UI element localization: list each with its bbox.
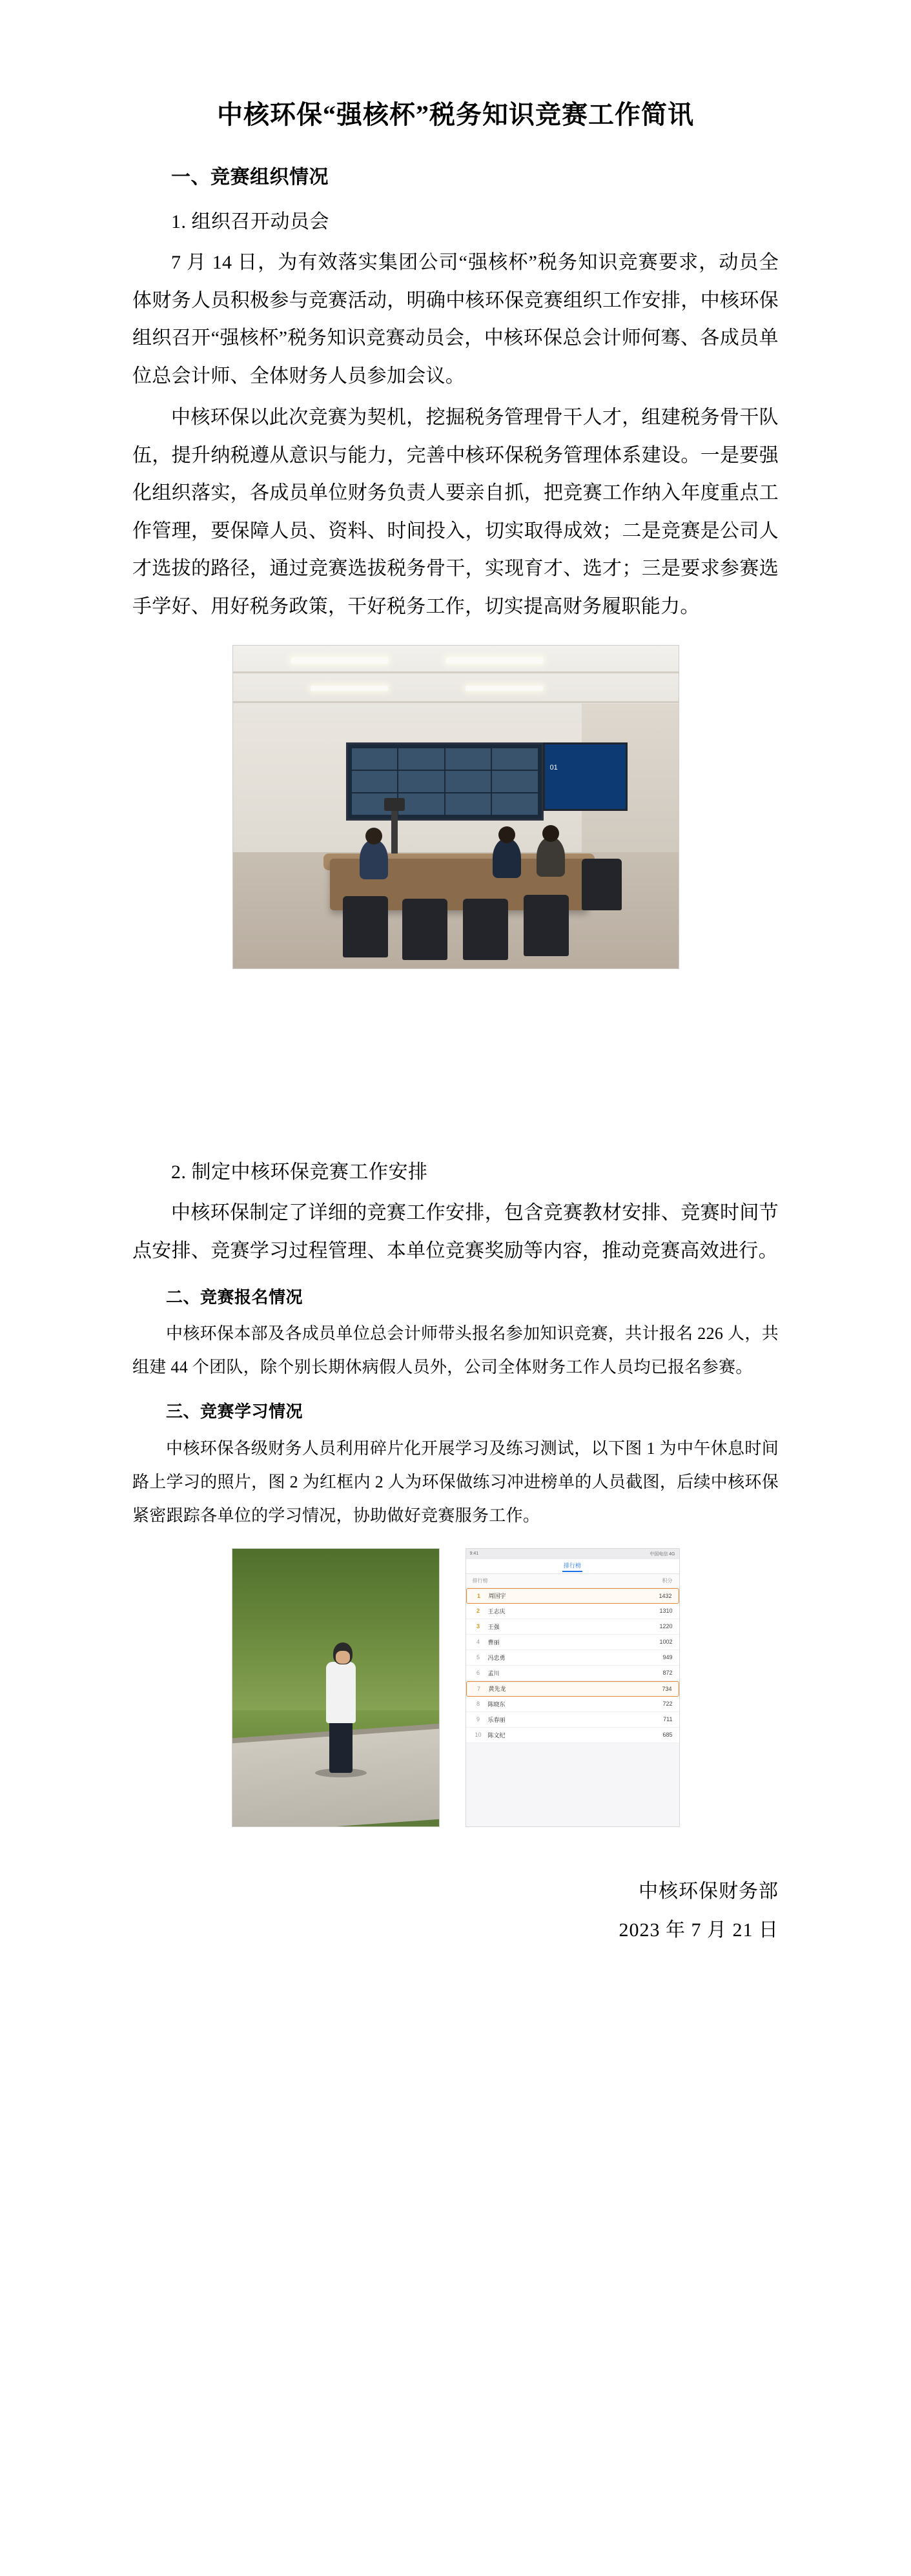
column-header-name: 排行榜	[472, 1577, 488, 1584]
paragraph-3-1: 中核环保本部及各成员单位总会计师带头报名参加知识竞赛，共计报名 226 人，共组建 44 个团队，除个别长期休病假人员外，公司全体财务工作人员均已报名参赛。	[132, 1324, 779, 1377]
meeting-room-photo	[232, 645, 679, 969]
attendee-head	[542, 825, 559, 842]
status-carrier: 中国电信 4G	[650, 1551, 675, 1557]
page-title: 中核环保“强核杯”税务知识竞赛工作简讯	[217, 100, 694, 129]
screen-label: 01	[549, 764, 558, 772]
rank-score: 1002	[659, 1639, 673, 1646]
rank-name: 王志庆	[487, 1608, 506, 1615]
ranking-row[interactable]	[466, 1728, 679, 1743]
chair	[582, 859, 622, 910]
figure-2-container	[132, 1548, 779, 1827]
chair	[524, 895, 569, 956]
ranking-screenshot	[466, 1548, 680, 1827]
rank-name: 黄先龙	[488, 1686, 506, 1693]
paragraph-4-1: 中核环保各级财务人员利用碎片化开展学习及练习测试，以下图 1 为中午休息时间路上学习的照片，图 2 为红框内 2 人为环保做练习冲进榜单的人员截图，后续中核环保紧密跟踪各单位的学习情况，协助做好竞赛服务工作。	[132, 1438, 779, 1525]
figure-1-container	[132, 645, 779, 969]
chair	[463, 899, 508, 960]
ranking-row[interactable]	[466, 1666, 679, 1681]
signature-org: 中核环保财务部	[639, 1880, 779, 1902]
rank-index: 3	[476, 1623, 480, 1630]
attendee-head	[365, 828, 382, 844]
walking-study-photo	[232, 1548, 440, 1827]
ceiling-line	[233, 671, 679, 673]
ranking-list	[466, 1588, 679, 1743]
ranking-column-headers	[466, 1574, 679, 1588]
rank-index: 10	[475, 1732, 482, 1739]
video-tiles	[352, 748, 538, 815]
video-conference-screen	[346, 742, 544, 821]
ceiling-line	[233, 701, 679, 703]
attendee	[360, 839, 388, 879]
column-header-score: 积分	[662, 1577, 673, 1584]
ranking-row[interactable]	[466, 1619, 679, 1635]
section-heading-1: 一、竞赛组织情况	[171, 167, 329, 188]
subsection-heading-1-1: 1. 组织召开动员会	[171, 211, 329, 232]
figure-gap	[132, 985, 779, 1146]
rank-score: 1220	[659, 1623, 673, 1630]
ranking-tabs[interactable]	[466, 1559, 679, 1574]
signature-date: 2023 年 7 月 21 日	[619, 1919, 779, 1941]
chair	[343, 896, 388, 957]
phone-status-bar	[466, 1549, 679, 1559]
rank-score: 1432	[659, 1592, 672, 1599]
rank-name: 周国宇	[488, 1593, 506, 1600]
rank-index: 9	[476, 1716, 480, 1723]
rank-index: 4	[476, 1639, 480, 1646]
rank-score: 949	[662, 1654, 673, 1661]
ceiling-light	[466, 686, 543, 691]
ranking-row[interactable]	[466, 1697, 679, 1712]
tab-ranking[interactable]: 排行榜	[562, 1560, 582, 1572]
rank-score: 734	[662, 1685, 672, 1692]
rank-score: 685	[662, 1732, 673, 1739]
rank-index: 8	[476, 1701, 480, 1708]
camera-head-icon	[384, 798, 405, 811]
rank-index: 5	[476, 1654, 480, 1661]
person-body	[326, 1662, 356, 1723]
rank-name: 孟川	[487, 1670, 500, 1677]
ceiling-light	[311, 686, 388, 691]
ceiling-light	[446, 657, 543, 664]
ranking-row[interactable]	[466, 1604, 679, 1619]
ranking-row[interactable]	[466, 1712, 679, 1728]
ranking-row[interactable]	[466, 1681, 679, 1697]
ranking-row[interactable]	[466, 1650, 679, 1666]
rank-index: 1	[476, 1592, 480, 1599]
rank-name: 曹丽	[487, 1639, 500, 1646]
rank-index: 7	[476, 1685, 480, 1692]
signature-block	[132, 1872, 779, 1950]
rank-name: 冯忠勇	[487, 1654, 506, 1661]
attendee	[493, 838, 521, 878]
status-time: 9:41	[469, 1551, 479, 1557]
attendee-head	[498, 826, 515, 843]
ranking-row[interactable]	[466, 1588, 679, 1604]
rank-name: 陈晓东	[487, 1701, 506, 1708]
rank-score: 722	[662, 1701, 673, 1708]
rank-score: 872	[662, 1670, 673, 1677]
paragraph-1-1: 7 月 14 日，为有效落实集团公司“强核杯”税务知识竞赛要求，动员全体财务人员积极参与竞赛活动，明确中核环保竞赛组织工作安排，中核环保组织召开“强核杯”税务知识竞赛动员会，中核环保总会计师何骞、各成员单位总会计师、全体财务人员参加会议。	[132, 252, 779, 387]
person-legs	[329, 1718, 353, 1773]
ceiling-light	[291, 657, 388, 664]
attendee	[537, 837, 565, 877]
rank-score: 711	[663, 1716, 673, 1723]
chair	[402, 899, 447, 960]
section-heading-2: 二、竞赛报名情况	[166, 1288, 303, 1307]
subsection-heading-1-2: 2. 制定中核环保竞赛工作安排	[171, 1161, 428, 1183]
rank-name: 王强	[487, 1623, 500, 1630]
section-heading-3: 三、竞赛学习情况	[166, 1402, 303, 1422]
presentation-screen	[543, 742, 628, 811]
paragraph-2-1: 中核环保制定了详细的竞赛工作安排，包含竞赛教材安排、竞赛时间节点安排、竞赛学习过程管理、本单位竞赛奖励等内容，推动竞赛高效进行。	[132, 1202, 779, 1262]
rank-name: 乐春丽	[487, 1716, 506, 1723]
person-face	[336, 1651, 350, 1664]
paragraph-1-2: 中核环保以此次竞赛为契机，挖掘税务管理骨干人才，组建税务骨干队伍，提升纳税遵从意识与能力，完善中核环保税务管理体系建设。一是要强化组织落实，各成员单位财务负责人要亲自抓，把竞赛工作纳入年度重点工作管理，要保障人员、资料、时间投入，切实取得成效；二是竞赛是公司人才选拔的路径，通过竞赛选拔税务骨干，实现育才、选才；三是要求参赛选手学好、用好税务政策，干好税务工作，切实提高财务履职能力。	[132, 407, 779, 617]
ranking-row[interactable]	[466, 1635, 679, 1650]
rank-score: 1310	[659, 1608, 673, 1615]
rank-index: 2	[476, 1608, 480, 1615]
rank-name: 陈文纪	[487, 1732, 506, 1739]
rank-index: 6	[476, 1670, 480, 1677]
